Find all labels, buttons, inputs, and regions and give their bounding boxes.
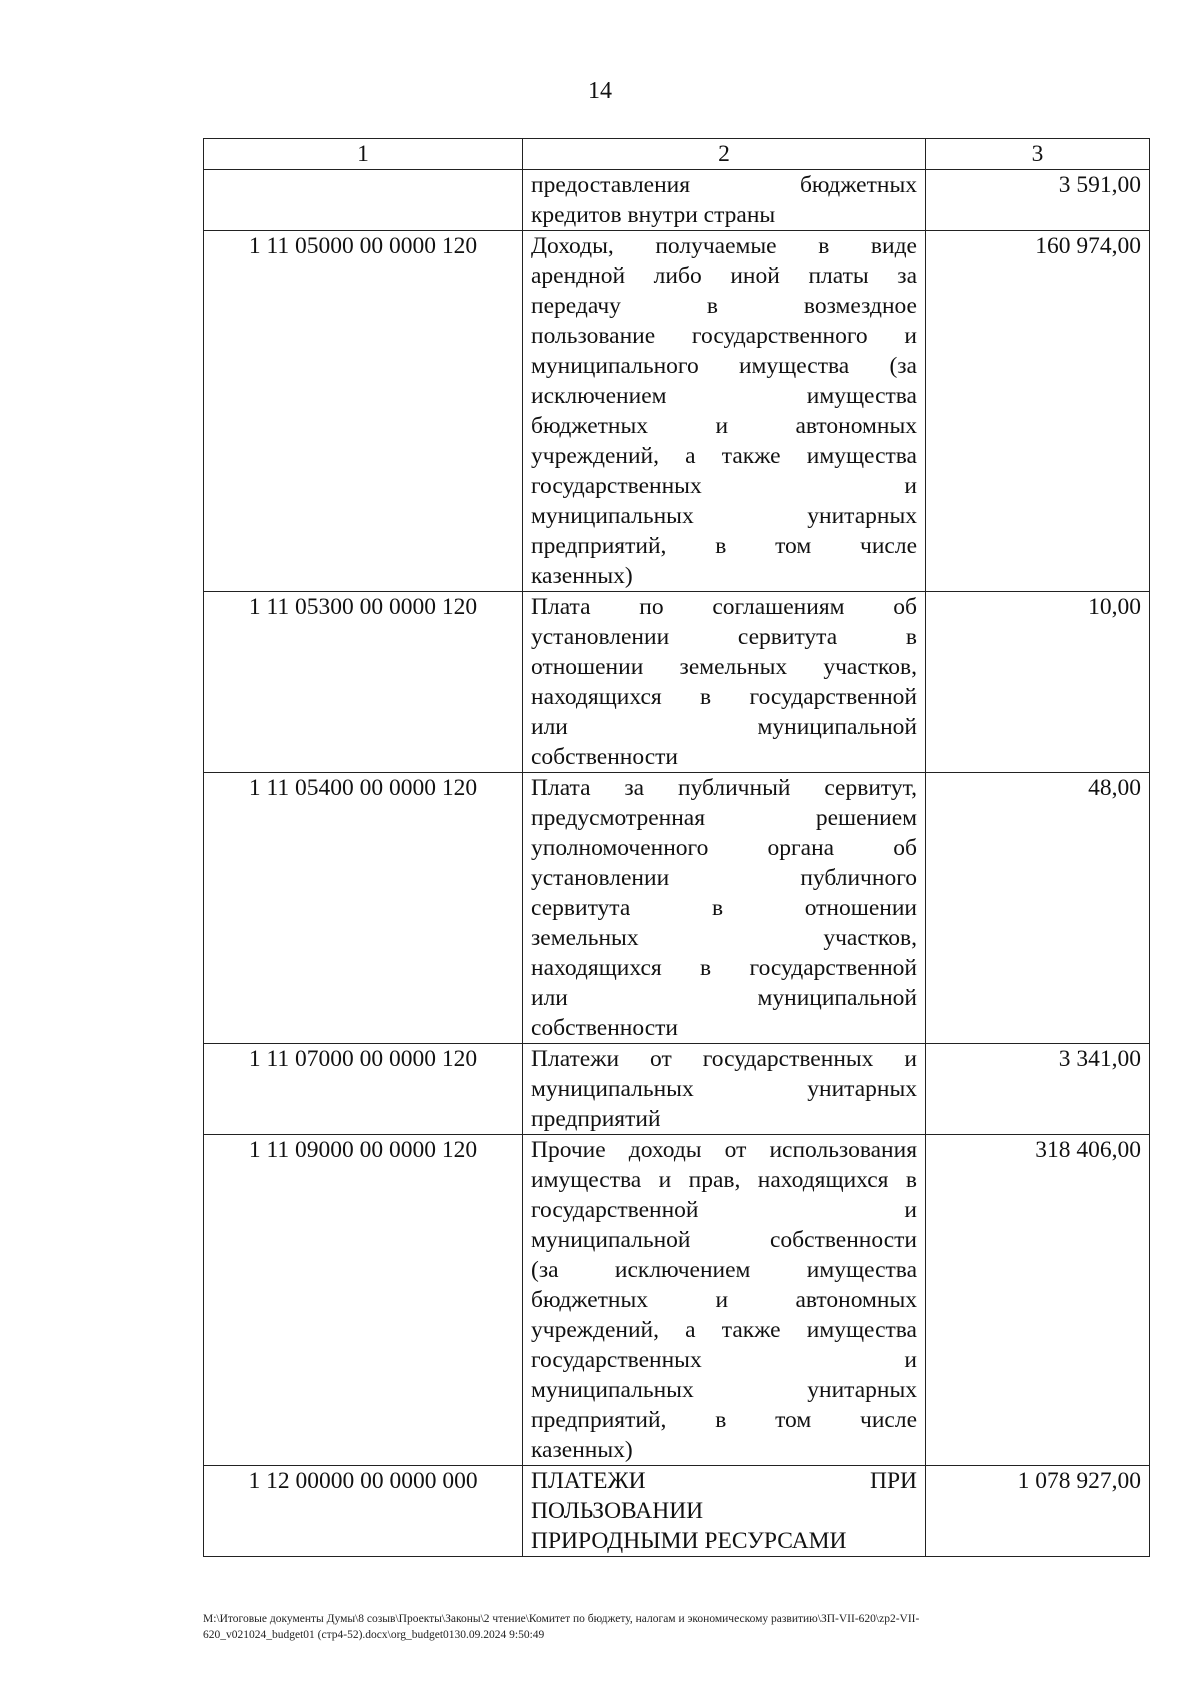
description-line: исключением имущества bbox=[531, 383, 917, 409]
budget-code-cell bbox=[204, 170, 523, 231]
description-line: арендной либо иной платы за bbox=[531, 263, 917, 289]
budget-code-cell: 1 11 05000 00 0000 120 bbox=[204, 231, 523, 592]
description-line: предоставления бюджетных bbox=[531, 172, 917, 198]
description-line: государственной и bbox=[531, 1197, 917, 1223]
table-row bbox=[204, 1044, 1150, 1135]
description-cell bbox=[523, 592, 926, 773]
description-line: бюджетных и автономных bbox=[531, 1287, 917, 1313]
budget-code-cell: 1 11 09000 00 0000 120 bbox=[204, 1135, 523, 1466]
description-line: ПРИРОДНЫМИ РЕСУРСАМИ bbox=[531, 1528, 847, 1554]
table-row bbox=[204, 231, 1150, 592]
description-line: предусмотренная решением bbox=[531, 805, 917, 831]
description-line: предприятий bbox=[531, 1106, 661, 1132]
description-line: учреждений, а также имущества bbox=[531, 1317, 917, 1343]
description-line: муниципальных унитарных bbox=[531, 1076, 917, 1102]
footer-path-line-1: M:\Итоговые документы Думы\8 созыв\Проекты\Законы\2 чтение\Комитет по бюджету, налогам и экономическому развитию\ЗП-VII-620\zp2-VII- bbox=[203, 1613, 920, 1625]
budget-code-cell: 1 12 00000 00 0000 000 bbox=[204, 1466, 523, 1557]
table-row bbox=[204, 1135, 1150, 1466]
document-path-footer bbox=[203, 1611, 1149, 1643]
description-line: или муниципальной bbox=[531, 714, 917, 740]
amount-cell: 10,00 bbox=[926, 592, 1150, 773]
description-line: муниципального имущества (за bbox=[531, 353, 917, 379]
description-line: находящихся в государственной bbox=[531, 955, 917, 981]
budget-code-cell: 1 11 05400 00 0000 120 bbox=[204, 773, 523, 1044]
amount-cell: 160 974,00 bbox=[926, 231, 1150, 592]
column-header-3: 3 bbox=[926, 139, 1150, 170]
description-line: государственных и bbox=[531, 473, 917, 499]
description-line: собственности bbox=[531, 744, 678, 770]
amount-cell: 318 406,00 bbox=[926, 1135, 1150, 1466]
description-line: или муниципальной bbox=[531, 985, 917, 1011]
description-line: Плата за публичный сервитут, bbox=[531, 775, 917, 801]
description-line: установлении сервитута в bbox=[531, 624, 917, 650]
description-line: ПЛАТЕЖИ ПРИ bbox=[531, 1468, 917, 1494]
description-line: (за исключением имущества bbox=[531, 1257, 917, 1283]
table-row bbox=[204, 773, 1150, 1044]
description-cell bbox=[523, 1135, 926, 1466]
description-line: имущества и прав, находящихся в bbox=[531, 1167, 917, 1193]
description-line: отношении земельных участков, bbox=[531, 654, 917, 680]
description-line: Доходы, получаемые в виде bbox=[531, 233, 917, 259]
description-line: собственности bbox=[531, 1015, 678, 1041]
description-line: земельных участков, bbox=[531, 925, 917, 951]
description-line: предприятий, в том числе bbox=[531, 533, 917, 559]
description-line: уполномоченного органа об bbox=[531, 835, 917, 861]
budget-code-cell: 1 11 05300 00 0000 120 bbox=[204, 592, 523, 773]
description-cell bbox=[523, 170, 926, 231]
description-line: предприятий, в том числе bbox=[531, 1407, 917, 1433]
description-line: Платежи от государственных и bbox=[531, 1046, 917, 1072]
description-line: передачу в возмездное bbox=[531, 293, 917, 319]
amount-cell: 3 341,00 bbox=[926, 1044, 1150, 1135]
description-line: находящихся в государственной bbox=[531, 684, 917, 710]
description-line: Плата по соглашениям об bbox=[531, 594, 917, 620]
table-row bbox=[204, 592, 1150, 773]
budget-table bbox=[203, 138, 1150, 1557]
table-row bbox=[204, 170, 1150, 231]
description-line: казенных) bbox=[531, 563, 633, 589]
description-line: казенных) bbox=[531, 1437, 633, 1463]
description-line: бюджетных и автономных bbox=[531, 413, 917, 439]
description-line: ПОЛЬЗОВАНИИ bbox=[531, 1498, 704, 1524]
column-header-1: 1 bbox=[204, 139, 523, 170]
description-line: кредитов внутри страны bbox=[531, 202, 776, 228]
page-number: 14 bbox=[588, 78, 612, 104]
description-cell bbox=[523, 1044, 926, 1135]
description-line: пользование государственного и bbox=[531, 323, 917, 349]
description-line: муниципальных унитарных bbox=[531, 1377, 917, 1403]
description-line: учреждений, а также имущества bbox=[531, 443, 917, 469]
description-line: муниципальной собственности bbox=[531, 1227, 917, 1253]
description-line: установлении публичного bbox=[531, 865, 917, 891]
amount-cell: 3 591,00 bbox=[926, 170, 1150, 231]
amount-cell: 48,00 bbox=[926, 773, 1150, 1044]
description-line: сервитута в отношении bbox=[531, 895, 917, 921]
description-line: муниципальных унитарных bbox=[531, 503, 917, 529]
description-cell bbox=[523, 231, 926, 592]
column-header-2: 2 bbox=[523, 139, 926, 170]
footer-path-line-2: 620_v021024_budget01 (стр4-52).docx\org_budget0130.09.2024 9:50:49 bbox=[203, 1629, 545, 1641]
table-row bbox=[204, 1466, 1150, 1557]
description-line: Прочие доходы от использования bbox=[531, 1137, 917, 1163]
budget-code-cell: 1 11 07000 00 0000 120 bbox=[204, 1044, 523, 1135]
description-cell bbox=[523, 1466, 926, 1557]
description-line: государственных и bbox=[531, 1347, 917, 1373]
amount-cell: 1 078 927,00 bbox=[926, 1466, 1150, 1557]
description-cell bbox=[523, 773, 926, 1044]
table-header-row bbox=[204, 139, 1150, 170]
